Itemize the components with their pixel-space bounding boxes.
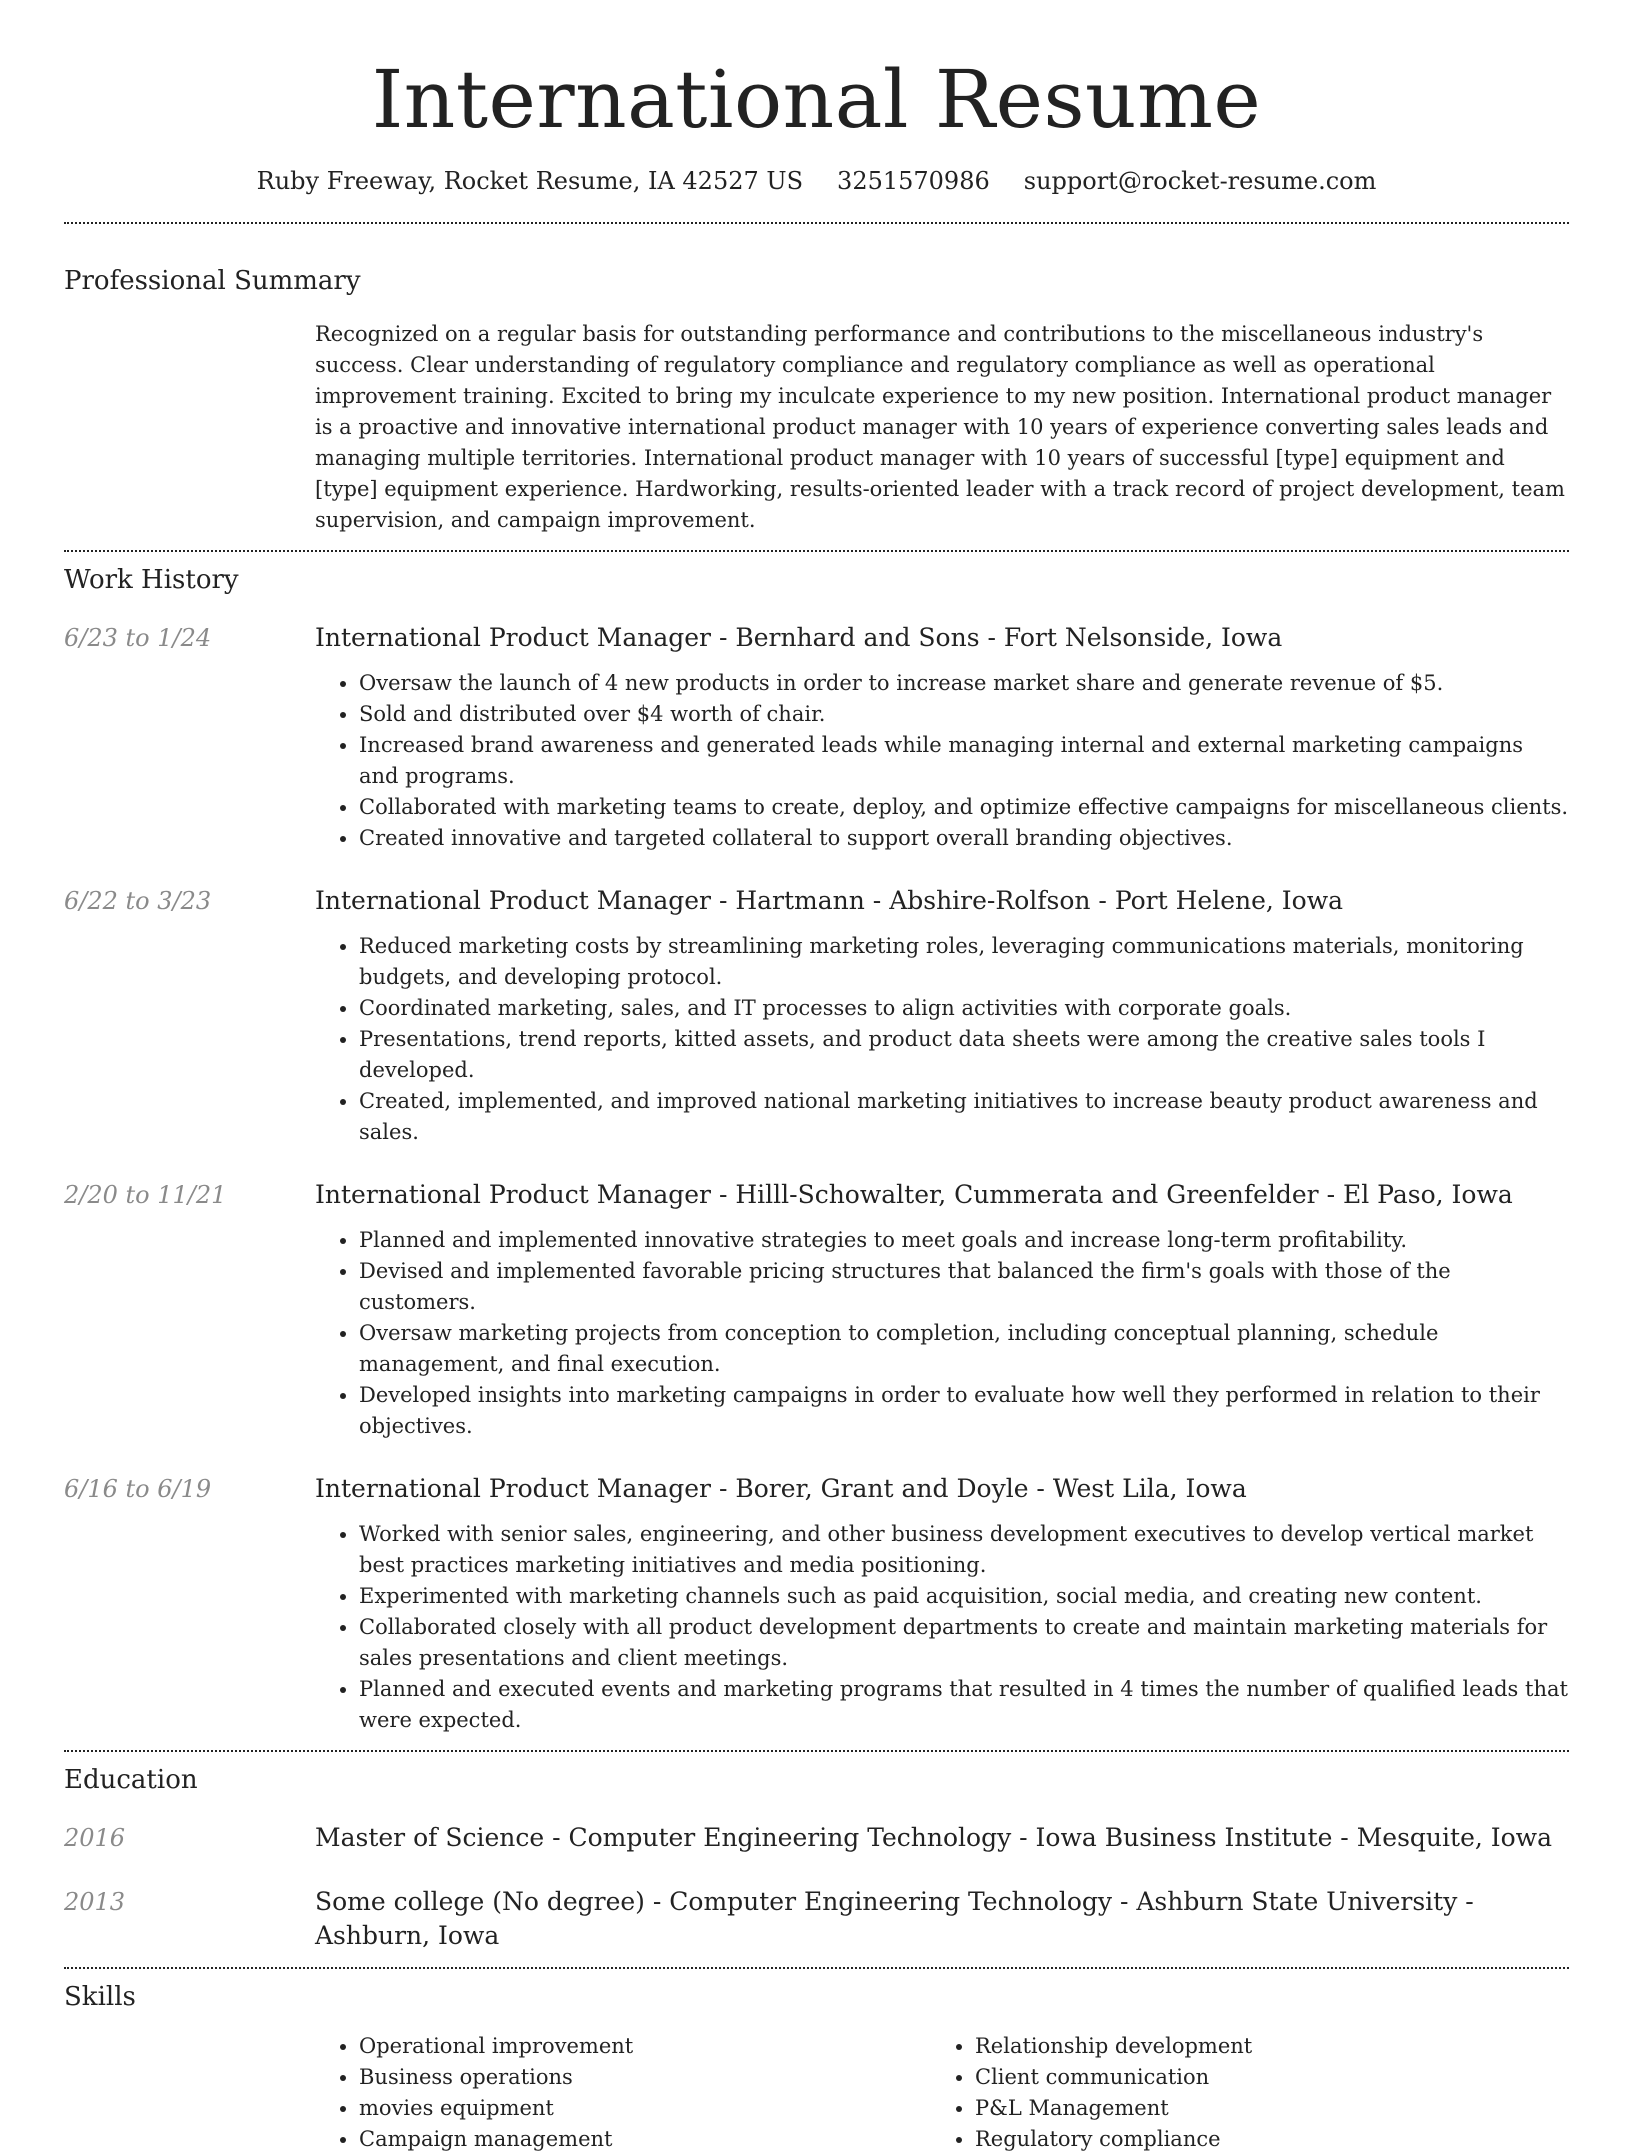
- job-bullet: • Presentations, trend reports, kitted assets, and product data sheets were among the creative sales tools I developed.: [359, 1024, 1569, 1086]
- summary-section: [64, 265, 1569, 536]
- education-title: Master of Science - Computer Engineering Technology - Iowa Business Institute - Mesquite, Iowa: [315, 1823, 1552, 1852]
- job-entry: [64, 621, 1569, 854]
- job-bullet: • Collaborated with marketing teams to create, deploy, and optimize effective campaigns for miscellaneous clients.: [359, 792, 1569, 823]
- job-title: International Product Manager - Bernhard and Sons - Fort Nelsonside, Iowa: [315, 623, 1283, 652]
- section-divider: [64, 222, 1569, 224]
- skill-item: • Business operations: [359, 2062, 931, 2093]
- job-dates: 2/20 to 11/21: [64, 1181, 227, 1209]
- education-year: 2013: [64, 1888, 126, 1916]
- job-bullet: • Developed insights into marketing campaigns in order to evaluate how well they performed in relation to their objectives.: [359, 1380, 1569, 1442]
- job-bullets: [315, 1225, 1569, 1442]
- resume-page: [64, 0, 1569, 2155]
- job-bullets: [315, 1519, 1569, 1736]
- contact-phone: 3251570986: [837, 167, 990, 195]
- job-bullet: • Collaborated closely with all product development departments to create and maintain marketing materials for sales presentations and client meetings.: [359, 1612, 1569, 1674]
- section-divider: [64, 550, 1569, 552]
- skills-heading: Skills: [64, 1982, 136, 2012]
- skill-item: • Campaign management: [359, 2124, 931, 2155]
- contact-email: support@rocket-resume.com: [1023, 167, 1377, 195]
- job-dates: 6/16 to 6/19: [64, 1475, 212, 1503]
- summary-text: Recognized on a regular basis for outstanding performance and contributions to the miscellaneous industry's success. Clear understanding of regulatory compliance and regulatory compliance as well as operational improvement training. Excited to bring my inculcate experience to my new position. International product manager is a proactive and innovative international product manager with 10 years of experience converting sales leads and managing multiple territories. International product manager with 10 years of successful [type] equipment and [type] equipment experience. Hardworking, results-oriented leader with a track record of project development, team supervision, and campaign improvement.: [315, 322, 1565, 532]
- summary-heading: Professional Summary: [64, 266, 361, 296]
- job-bullet: • Increased brand awareness and generated leads while managing internal and external marketing campaigns and programs.: [359, 730, 1569, 792]
- education-entry: [64, 1885, 1569, 1953]
- skill-item: • Operational improvement: [359, 2031, 931, 2062]
- skill-item: • P&L Management: [975, 2093, 1546, 2124]
- skills-columns: [315, 2031, 1569, 2155]
- job-entry: [64, 1472, 1569, 1736]
- skill-item: • Regulatory compliance: [975, 2124, 1546, 2155]
- skills-list-right: [931, 2031, 1546, 2155]
- section-divider: [64, 1967, 1569, 1969]
- education-section: [64, 1764, 1569, 1953]
- job-bullets: [315, 931, 1569, 1148]
- job-bullet: • Oversaw marketing projects from conception to completion, including conceptual planning, schedule management, and final execution.: [359, 1318, 1569, 1380]
- education-title: Some college (No degree) - Computer Engineering Technology - Ashburn State University - Ashburn, Iowa: [315, 1887, 1474, 1950]
- job-bullets: [315, 668, 1569, 854]
- skills-section: [64, 1981, 1569, 2155]
- section-divider: [64, 1750, 1569, 1752]
- education-heading: Education: [64, 1765, 198, 1795]
- job-bullet: • Coordinated marketing, sales, and IT processes to align activities with corporate goals.: [359, 993, 1569, 1024]
- job-title: International Product Manager - Borer, Grant and Doyle - West Lila, Iowa: [315, 1474, 1247, 1503]
- job-bullet: • Created innovative and targeted collateral to support overall branding objectives.: [359, 823, 1569, 854]
- job-title: International Product Manager - Hartmann - Abshire-Rolfson - Port Helene, Iowa: [315, 886, 1344, 915]
- job-bullet: • Reduced marketing costs by streamlining marketing roles, leveraging communications materials, monitoring budgets, and developing protocol.: [359, 931, 1569, 993]
- work-history-heading: Work History: [64, 565, 239, 595]
- job-dates: 6/23 to 1/24: [64, 624, 212, 652]
- job-bullet: • Created, implemented, and improved national marketing initiatives to increase beauty product awareness and sales.: [359, 1086, 1569, 1148]
- contact-line: [64, 166, 1569, 196]
- skill-item: • Client communication: [975, 2062, 1546, 2093]
- job-entry: [64, 1178, 1569, 1442]
- job-bullet: • Worked with senior sales, engineering, and other business development executives to develop vertical market best practices marketing initiatives and media positioning.: [359, 1519, 1569, 1581]
- contact-address: Ruby Freeway, Rocket Resume, IA 42527 US: [256, 167, 804, 195]
- skill-item: • Relationship development: [975, 2031, 1546, 2062]
- skills-list-left: [315, 2031, 931, 2155]
- job-entry: [64, 884, 1569, 1148]
- job-bullet: • Devised and implemented favorable pricing structures that balanced the firm's goals with those of the customers.: [359, 1256, 1569, 1318]
- job-bullet: • Oversaw the launch of 4 new products in order to increase market share and generate revenue of $5.: [359, 668, 1569, 699]
- job-bullet: • Experimented with marketing channels such as paid acquisition, social media, and creating new content.: [359, 1581, 1569, 1612]
- education-entry: [64, 1821, 1569, 1855]
- job-bullet: • Sold and distributed over $4 worth of chair.: [359, 699, 1569, 730]
- job-bullet: • Planned and implemented innovative strategies to meet goals and increase long-term profitability.: [359, 1225, 1569, 1256]
- job-title: International Product Manager - Hilll-Schowalter, Cummerata and Greenfelder - El Paso, Iowa: [315, 1180, 1513, 1209]
- skill-item: • movies equipment: [359, 2093, 931, 2124]
- education-year: 2016: [64, 1824, 126, 1852]
- job-dates: 6/22 to 3/23: [64, 887, 212, 915]
- job-bullet: • Planned and executed events and marketing programs that resulted in 4 times the number of qualified leads that were expected.: [359, 1674, 1569, 1736]
- work-history-section: [64, 564, 1569, 1736]
- resume-title: International Resume: [371, 53, 1262, 146]
